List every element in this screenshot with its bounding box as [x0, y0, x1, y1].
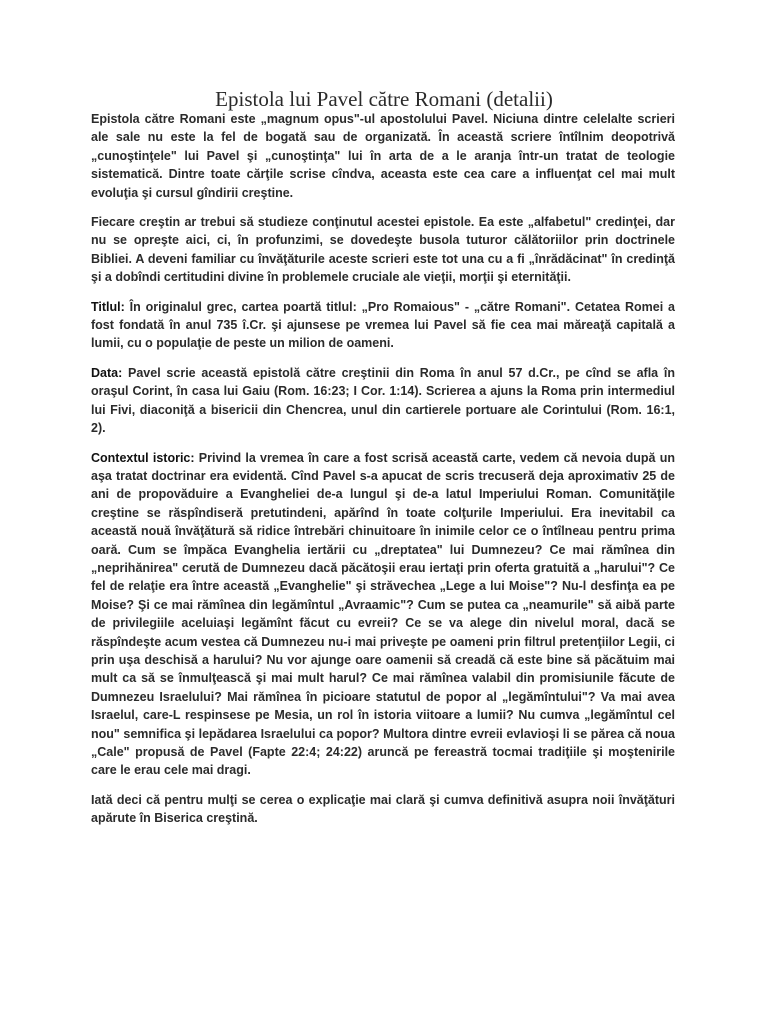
paragraph-conclusion [91, 791, 675, 828]
paragraph-text: Epistola către Romani este „magnum opus"-ul apostolului Pavel. Niciuna dintre celelalte scrieri ale sale nu este la fel de bogată sau de organizată. În această scriere întîlnim deopotrivă „cunoştinţele" lui Pavel şi „cunoştinţa" lui în arta de a le aranja într-un tratat de teologie sistematică. Dintre toate cărţile scrise cîndva, aceasta este cea care a influenţat cel mai mult evoluţia şi cursul gîndirii creştine. [91, 112, 675, 200]
paragraph-text: În originalul grec, cartea poartă titlul: „Pro Romaious" - „către Romani". Cetatea Romei a fost fondată în anul 735 î.Cr. şi ajunsese pe vremea lui Pavel să fie cea mai măreaţă capitală a lumii, cu o populaţie de peste un milion de oameni. [91, 299, 675, 351]
paragraph-historical-context [91, 449, 675, 780]
paragraph-text: Pavel scrie această epistolă către creştinii din Roma în anul 57 d.Cr., pe cînd se afla în oraşul Corint, în casa lui Gaiu (Rom. 16:23; I Cor. 1:14). Scrierea a ajuns la Roma prin intermediul lui Fivi, diaconiţă a bisericii din Chencrea, unul din cartierele portuare ale Corintului (Rom. 16:1, 2). [91, 365, 675, 436]
paragraph-label: Contextul istoric: [91, 450, 195, 465]
paragraph-text: Fiecare creştin ar trebui să studieze conţinutul acestei epistole. Ea este „alfabetul" credinţei, dar nu se opreşte aici, ci, în profunzimi, se dovedeşte busola tuturor călătoriilor prin doctrinele Bibliei. A deveni familiar cu învăţăturile aceste scrieri este tot una cu a fi „înrădăcinat" în credinţă şi a dobîndi certitudini divine în problemele cruciale ale vieţii, morţii şi eternităţii. [91, 215, 675, 285]
paragraph-label: Titlul: [91, 299, 125, 314]
paragraph-text: Privind la vremea în care a fost scrisă această carte, vedem că nevoia după un aşa tratat doctrinar era evidentă. Cînd Pavel s-a apucat de scris trecuseră deja aproximativ 25 de ani de propovăduire a Evangheliei de-a lungul şi de-a latul Imperiului Roman. Comunităţile creştine se răspîndiseră pretutindeni, apărînd în toate colţurile Imperiului. Era inevitabil ca această nouă învăţătură să ridice întrebări chinuitoare în inimile celor ce o întîlneau pentru prima oară. Cum se împăca Evanghelia iertării cu „dreptatea" lui Dumnezeu? Ce mai rămînea din „neprihănirea" cerută de Dumnezeu dacă păcătoşii erau iertaţi prin oferta gratuită a „harului"? Ce fel de relaţie era între această „Evanghelie" şi străvechea „Lege a lui Moise"? Nu-l desfinţa ea pe Moise? Şi ce mai rămînea din legămîntul „Avraamic"? Cum se putea ca „neamurile" să aibă parte de privilegiile aceluiaşi legămînt făcut cu evreii? Ce se va alege din nivelul moral, dacă se răspîndeşte acum vestea că Dumnezeu nu-i mai priveşte pe oameni prin filtrul pretenţiilor Legii, ci prin uşa deschisă a harului? Nu vor ajunge oare oamenii să creadă că este bine să păcătuim mai mult ca să se înmulţească şi mai mult harul? Ce mai rămînea valabil din promisiunile făcute de Dumnezeu Israelului? Mai rămînea în picioare statutul de popor al „legămîntului"? Va mai avea Israelul, care-L respinsese pe Mesia, un rol în istoria viitoare a lumii? Nu cumva „legămîntul cel nou" semnifica şi lepădarea Israelului ca popor? Multora dintre evreii evlavioşi li se părea că noua „Cale" propusă de Pavel (Fapte 22:4; 24:22) aruncă pe fereastră tocmai tradiţiile şi moştenirile care le erau cele mai dragi. [91, 450, 675, 778]
paragraph-importance [91, 213, 675, 287]
document-body [91, 110, 675, 839]
paragraph-title [91, 298, 675, 353]
document-title: Epistola lui Pavel către Romani (detalii) [215, 87, 553, 111]
paragraph-label: Data: [91, 365, 123, 380]
paragraph-intro [91, 110, 675, 202]
paragraph-date [91, 364, 675, 438]
paragraph-text: Iată deci că pentru mulţi se cerea o explicaţie mai clară şi cumva definitivă asupra noii învăţături apărute în Biserica creştină. [91, 792, 675, 826]
